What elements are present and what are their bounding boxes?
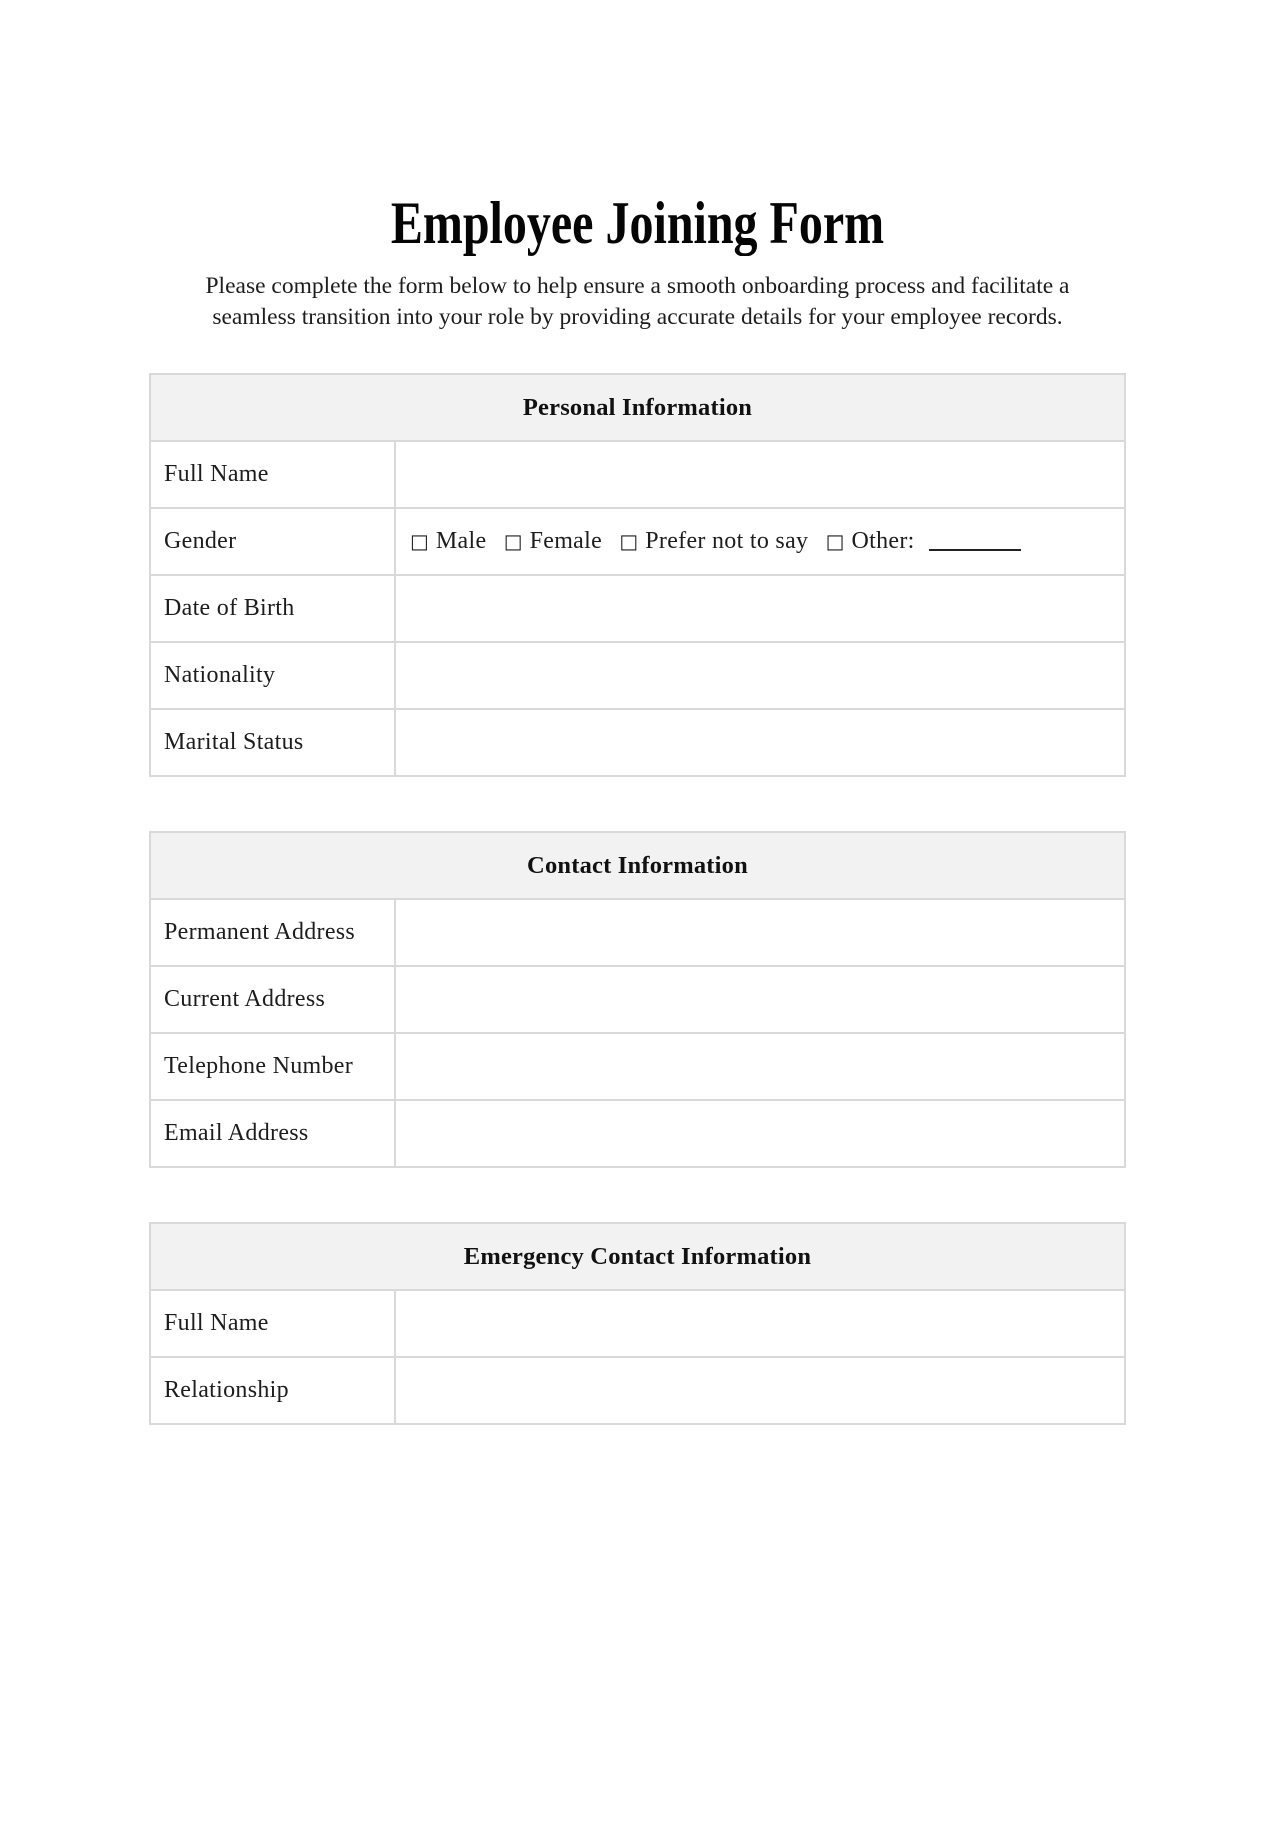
form-row-emergency-full-name (150, 1290, 1125, 1357)
field-label-relationship: Relationship (150, 1357, 395, 1424)
section-header-row (150, 374, 1125, 441)
field-input-gender[interactable] (395, 508, 1125, 575)
field-label-emergency-full-name: Full Name (150, 1290, 395, 1357)
form-row-full-name (150, 441, 1125, 508)
field-label-permanent-address: Permanent Address (150, 899, 395, 966)
gender-option-label-prefer-not-to-say: Prefer not to say (645, 528, 809, 554)
gender-option-female[interactable] (504, 528, 602, 554)
field-input-telephone-number[interactable] (395, 1033, 1125, 1100)
section-header-row (150, 1223, 1125, 1290)
form-row-current-address (150, 966, 1125, 1033)
section-title-personal-information: Personal Information (150, 374, 1125, 441)
form-row-permanent-address (150, 899, 1125, 966)
gender-option-prefer-not-to-say[interactable] (619, 528, 808, 554)
form-row-nationality (150, 642, 1125, 709)
checkbox-icon[interactable]: □ (619, 530, 639, 553)
gender-option-label-male: Male (435, 528, 487, 554)
field-input-full-name[interactable] (395, 441, 1125, 508)
field-input-nationality[interactable] (395, 642, 1125, 709)
section-table-personal-information (149, 373, 1126, 777)
intro-line-2: seamless transition into your role by providing accurate details for your employee records. (212, 304, 1063, 330)
page-title: Employee Joining Form (390, 190, 885, 256)
gender-option-label-female: Female (529, 528, 603, 554)
form-row-date-of-birth (150, 575, 1125, 642)
field-label-email-address: Email Address (150, 1100, 395, 1167)
field-input-relationship[interactable] (395, 1357, 1125, 1424)
document-page (0, 190, 1275, 1840)
field-input-date-of-birth[interactable] (395, 575, 1125, 642)
field-label-marital-status: Marital Status (150, 709, 395, 776)
intro-text (138, 271, 1138, 333)
checkbox-icon[interactable]: □ (825, 530, 845, 553)
gender-option-label-other: Other: (851, 528, 915, 554)
gender-option-other[interactable] (826, 528, 915, 554)
section-table-contact-information (149, 831, 1126, 1168)
field-input-marital-status[interactable] (395, 709, 1125, 776)
checkbox-icon[interactable]: □ (503, 530, 523, 553)
form-row-email-address (150, 1100, 1125, 1167)
field-input-email-address[interactable] (395, 1100, 1125, 1167)
intro-line-1: Please complete the form below to help ensure a smooth onboarding process and facilitate a (205, 273, 1070, 299)
form-row-relationship (150, 1357, 1125, 1424)
gender-option-male[interactable] (410, 528, 486, 554)
form-row-gender (150, 508, 1125, 575)
section-table-emergency-contact-information (149, 1222, 1126, 1425)
form-row-marital-status (150, 709, 1125, 776)
form-row-telephone-number (150, 1033, 1125, 1100)
field-label-telephone-number: Telephone Number (150, 1033, 395, 1100)
other-blank-line[interactable] (929, 549, 1021, 551)
field-input-emergency-full-name[interactable] (395, 1290, 1125, 1357)
checkbox-icon[interactable]: □ (410, 530, 429, 553)
section-title-emergency-contact-information: Emergency Contact Information (150, 1223, 1125, 1290)
field-label-full-name: Full Name (150, 441, 395, 508)
field-label-date-of-birth: Date of Birth (150, 575, 395, 642)
section-title-contact-information: Contact Information (150, 832, 1125, 899)
section-header-row (150, 832, 1125, 899)
field-input-current-address[interactable] (395, 966, 1125, 1033)
field-label-current-address: Current Address (150, 966, 395, 1033)
field-label-nationality: Nationality (150, 642, 395, 709)
field-label-gender: Gender (150, 508, 395, 575)
field-input-permanent-address[interactable] (395, 899, 1125, 966)
